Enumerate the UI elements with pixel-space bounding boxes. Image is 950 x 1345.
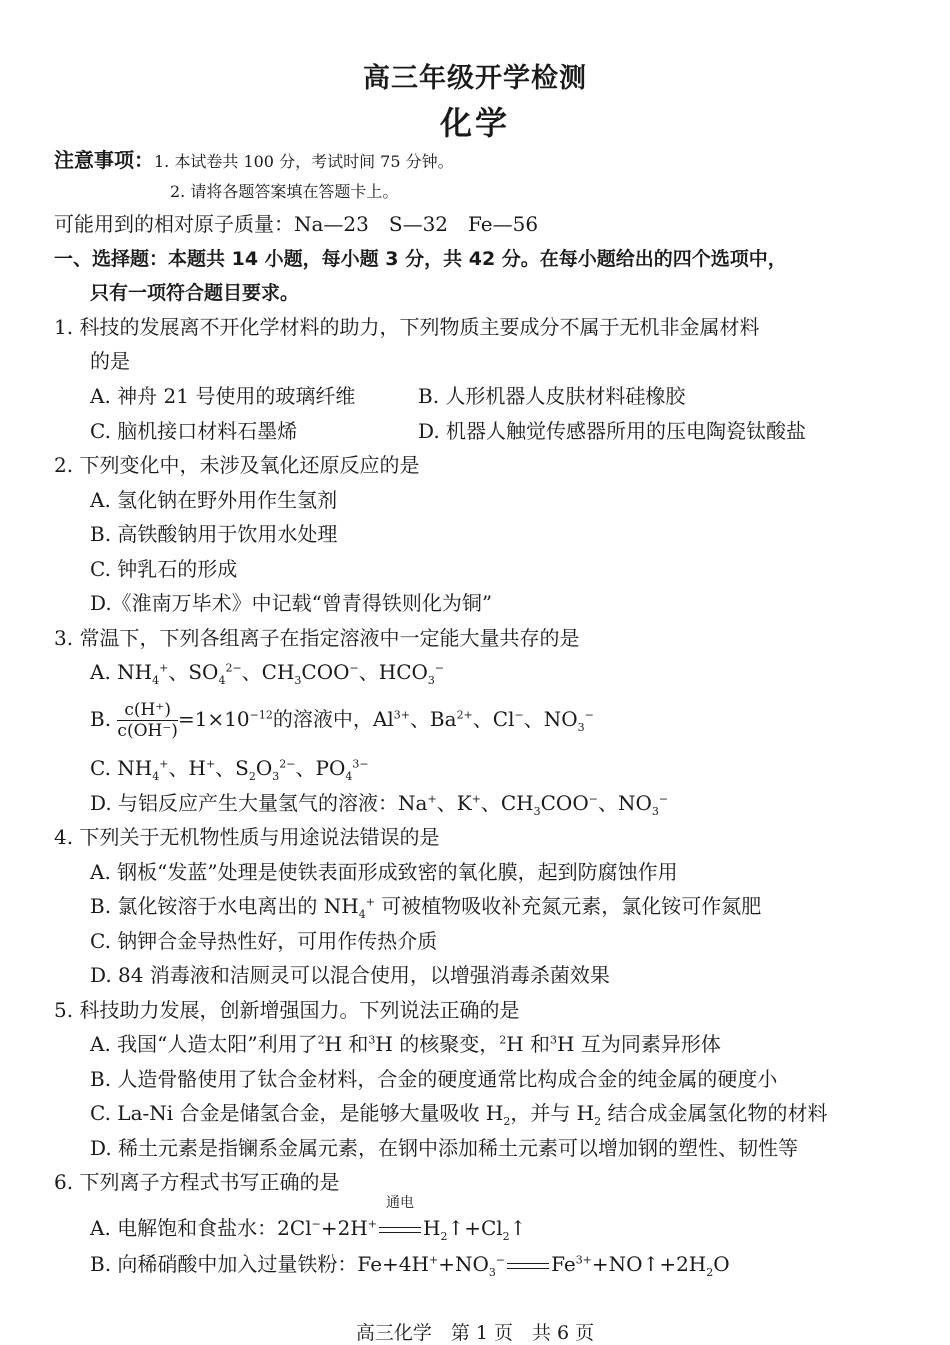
notes-item-2: 2. 请将各题答案填在答题卡上。 <box>170 182 399 201</box>
section-1-heading: 一、选择题：本题共 14 小题，每小题 3 分，共 42 分。在每小题给出的四个选项中， <box>54 248 787 270</box>
page-footer: 高三化学 第 1 页 共 6 页 <box>355 1322 595 1344</box>
q5-stem: 5. 科技助力发展，创新增强国力。下列说法正确的是 <box>54 998 520 1022</box>
subject-title: 化学 <box>439 104 510 142</box>
q4-option-d: D. 84 消毒液和洁厕灵可以混合使用，以增强消毒杀菌效果 <box>90 963 610 987</box>
q5-option-c: C. La-Ni 合金是储氢合金，是能够大量吸收 $H_2$，并与 $H_2$ 结合成金属氢化物的材料 <box>90 1101 828 1128</box>
q1-option-d: D. 机器人触觉传感器所用的压电陶瓷钛酸盐 <box>418 419 807 443</box>
q2-option-d: D.《淮南万毕术》中记载“曾青得铁则化为铜” <box>90 591 493 615</box>
section-1-heading-cont: 只有一项符合题目要求。 <box>90 282 300 304</box>
exam-title: 高三年级开学检测 <box>363 63 587 94</box>
q3-option-b: B. $\frac{c(H^+)}{c(OH^-)}$ $=1\times 10^{-12}$的溶液中，$Al^{3+}$、$Ba^{2+}$、Cl−、$NO_3^-$ <box>90 700 594 741</box>
q1-stem: 1. 科技的发展离不开化学材料的助力，下列物质主要成分不属于无机非金属材料 <box>54 315 760 339</box>
q4-stem: 4. 下列关于无机物性质与用途说法错误的是 <box>54 825 440 849</box>
notes-line-1 <box>54 146 454 176</box>
q2-stem: 2. 下列变化中，未涉及氧化还原反应的是 <box>54 453 420 477</box>
q4-option-a: A. 钢板“发蓝”处理是使铁表面形成致密的氧化膜，起到防腐蚀作用 <box>90 860 678 884</box>
q3-stem: 3. 常温下，下列各组离子在指定溶液中一定能大量共存的是 <box>54 626 580 650</box>
q4-option-b: B. 氯化铵溶于水电离出的 $NH_4^+$ 可被植物吸收补充氮元素，氯化铵可作氮肥 <box>90 894 762 921</box>
q6-stem: 6. 下列离子方程式书写正确的是 <box>54 1170 340 1194</box>
atomic-mass-line: 可能用到的相对原子质量：Na—23 S—32 Fe—56 <box>54 212 539 236</box>
q3-option-c: C. $NH_4^+$、H+、$S_2O_3^{2-}$、$PO_4^{3-}$ <box>90 756 369 783</box>
notes-item-1: 1. 本试卷共 100 分，考试时间 75 分钟。 <box>154 152 454 171</box>
q1-option-b: B. 人形机器人皮肤材料硅橡胶 <box>418 384 686 408</box>
q6-option-b: B. 向稀硝酸中加入过量铁粉：$Fe+4H^++NO_3^-$ $Fe^{3+}+NO↑+2H_2O$ <box>90 1252 730 1279</box>
q1-option-a: A. 神舟 21 号使用的玻璃纤维 <box>90 384 356 408</box>
q5-option-b: B. 人造骨骼使用了钛合金材料，合金的硬度通常比构成合金的纯金属的硬度小 <box>90 1067 778 1091</box>
q2-option-c: C. 钟乳石的形成 <box>90 557 238 581</box>
q5-option-d: D. 稀土元素是指镧系金属元素，在钢中添加稀土元素可以增加钢的塑性、韧性等 <box>90 1136 799 1160</box>
q3-option-a: A. $NH_4^+$、$SO_4^{2-}$、$CH_3COO^-$、$HCO_3^-$ <box>90 660 445 687</box>
q2-option-a: A. 氢化钠在野外用作生氢剂 <box>90 488 338 512</box>
notes-label: 注意事项： <box>54 148 154 172</box>
equals-sign <box>507 1263 549 1269</box>
q1-option-c: C. 脑机接口材料石墨烯 <box>90 419 298 443</box>
q6-option-a: A. 电解饱和食盐水：2Cl−+2H+ 通电 $H_2↑+Cl_2↑$ <box>90 1195 527 1243</box>
q3-option-d: D. 与铝反应产生大量氢气的溶液：Na+、K+、$CH_3COO^-$、$NO_3^-$ <box>90 791 669 818</box>
electrolysis-arrow: 通电 <box>377 1214 423 1242</box>
q1-stem-cont: 的是 <box>90 349 130 373</box>
q3-b-fraction: $\frac{c(H^+)}{c(OH^-)}$ <box>117 700 178 741</box>
q4-option-c: C. 钠钾合金导热性好，可用作传热介质 <box>90 929 438 953</box>
q2-option-b: B. 高铁酸钠用于饮用水处理 <box>90 522 338 546</box>
q5-option-a: A. 我国“人造太阳”利用了$^2$H 和$^3$H 的核聚变，$^2$H 和$^3$H 互为同素异形体 <box>90 1032 721 1056</box>
